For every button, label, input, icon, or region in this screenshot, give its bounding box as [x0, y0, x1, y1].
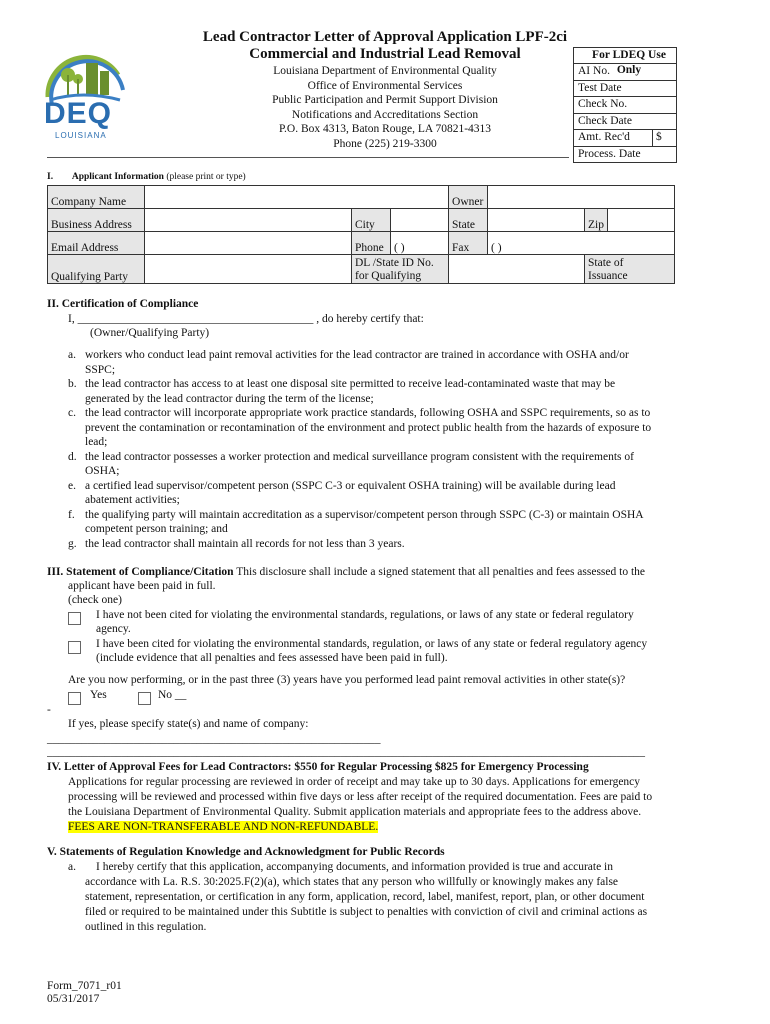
certification-item-letter: f.	[68, 508, 75, 521]
fees-text-l1: Applications for regular processing are reviewed in order of receipt and may take up to 30 days. Applications for emergency	[68, 776, 641, 788]
fees-text-l3: the Louisiana Department of Environmental Quality. Submit application materials and appropriate fees to the address above.	[68, 806, 642, 818]
phone-field[interactable]	[391, 232, 449, 255]
not-cited-text-l1: I have not been cited for violating the environmental standards, regulations, or laws of any state or federal regulatory	[96, 609, 634, 621]
state-field[interactable]	[488, 209, 585, 232]
dl-id-label	[352, 255, 449, 284]
address-line: P.O. Box 4313, Baton Rouge, LA 70821-4313	[278, 123, 492, 135]
certification-sub: (Owner/Qualifying Party)	[90, 327, 210, 339]
address-line: Louisiana Department of Environmental Quality	[273, 65, 497, 77]
specify-states-blank1[interactable]: __________________________________________________________	[47, 733, 381, 745]
section5-l3: statement, representation, or certification in any form, application, record, label, manifest, report, plan, or other document	[85, 891, 645, 903]
fax-area-code: ( )	[491, 242, 502, 254]
certification-item	[68, 406, 728, 450]
ldeq-row-ai	[574, 64, 676, 81]
email-field[interactable]	[145, 232, 352, 255]
ldeq-label: Check No.	[578, 98, 628, 110]
form-title-line2: Commercial and Industrial Lead Removal	[249, 46, 521, 62]
address-line: Public Participation and Permit Support Division	[272, 94, 498, 106]
section5-l4: filed or required to be maintained under this Subtitle is subject to penalties with conviction of civil and criminal actions as	[85, 906, 648, 918]
certification-item-line: prevent the contamination or recontamination of the environment and protect public health from the hazards of exposure to	[85, 421, 652, 434]
section3-intro2: applicant have been paid in full.	[68, 580, 216, 592]
certification-item-line: a certified lead supervisor/competent person (SSPC C-3 or equivalent OSHA training) will be available during lead	[85, 479, 616, 492]
cited-text-l1: I have been cited for violating the environmental standards, regulation, or laws of any state or federal regulatory agency	[96, 638, 648, 650]
section1-note: (please print or type)	[166, 172, 246, 182]
section5-l2: accordance with La. R.S. 30:2025.F(2)(a), which states that any person who willfully or knowingly makes any false	[85, 876, 619, 888]
specify-states-label: If yes, please specify state(s) and name of company:	[68, 718, 309, 730]
ldeq-label: Amt. Rec'd	[578, 131, 630, 143]
certification-item-line: the lead contractor will incorporate appropriate work practice standards, following OSHA and SSPC requirements, so as to	[85, 407, 651, 419]
business-address-label: Business Address	[48, 209, 145, 232]
dollar-sign: $	[652, 130, 662, 146]
yes-checkbox[interactable]	[68, 689, 81, 707]
certification-item-line: abatement activities;	[85, 494, 180, 506]
certification-item	[68, 537, 728, 552]
section1-title: Applicant Information	[71, 172, 164, 182]
certification-item	[68, 377, 728, 406]
qualifying-party-field[interactable]	[145, 255, 352, 284]
certification-item-line: OSHA;	[85, 465, 120, 477]
zip-field[interactable]	[608, 209, 675, 232]
ldeq-heading: For LDEQ Use Only	[574, 48, 676, 64]
certification-item-line: competent person training; and	[85, 523, 228, 535]
section1-number: I.	[47, 172, 54, 182]
certification-line: I, _________________________________________ , do hereby certify that:	[68, 313, 424, 325]
dl-id-field[interactable]	[449, 255, 585, 284]
section5-item-letter: a.	[68, 861, 76, 873]
certification-item-letter: e.	[68, 479, 76, 492]
ldeq-row-check-no	[574, 97, 676, 114]
certification-item-line: SSPC;	[85, 363, 116, 376]
not-cited-text-l2: agency.	[96, 623, 131, 635]
ldeq-row-check-date	[574, 114, 676, 131]
logo-text: DEQ	[44, 97, 113, 130]
other-states-question: Are you now performing, or in the past three (3) years have you performed lead paint removal activities in other state(s)?	[68, 674, 626, 686]
section5-l5: outlined in this regulation.	[85, 921, 207, 933]
ldeq-row-amount	[574, 130, 676, 147]
header-divider	[47, 157, 569, 158]
phone-label: Phone	[352, 232, 391, 255]
not-cited-checkbox[interactable]	[68, 609, 81, 627]
form-title-line1: Lead Contractor Letter of Approval Application LPF-2ci	[202, 29, 568, 45]
certification-item-line: the lead contractor possesses a worker protection and medical surveillance program consistent with the requirements of	[85, 450, 634, 463]
section3-intro-text: This disclosure shall include a signed statement that all penalties and fees assessed to the	[236, 566, 645, 578]
section1-heading	[47, 172, 246, 182]
email-label: Email Address	[48, 232, 145, 255]
ldeq-row-test-date	[574, 81, 676, 98]
issuance-label-line1: State of	[588, 257, 624, 269]
certification-item-line: the qualifying party will maintain accreditation as a supervisor/competent person through SSPC (C-3) or maintain OSHA	[85, 508, 644, 521]
fax-field[interactable]	[488, 232, 675, 255]
dl-label-line1: DL /State ID No.	[355, 257, 434, 269]
specify-states-blank2[interactable]: ________________________________________________________________________________________________________	[47, 746, 645, 758]
certification-item	[68, 508, 728, 537]
section5-l1: I hereby certify that this application, accompanying documents, and information provided is true and accurate in	[96, 861, 614, 873]
qualifying-party-label: Qualifying Party	[48, 255, 145, 284]
certification-item-line: the lead contractor has access to at least one disposal site permitted to receive lead-contaminated waste that may be	[85, 378, 616, 390]
ldeq-use-only-box	[573, 47, 677, 163]
address-line: Phone (225) 219-3300	[333, 137, 437, 150]
city-label: City	[352, 209, 391, 232]
dl-label-line2: for Qualifying	[355, 270, 422, 282]
section5-title: V. Statements of Regulation Knowledge and Acknowledgment for Public Records	[47, 846, 445, 858]
section3-intro	[47, 565, 737, 580]
address-line: Office of Environmental Services	[307, 79, 463, 92]
certification-item-letter: d.	[68, 450, 77, 463]
ldeq-label: Test Date	[578, 81, 622, 94]
certification-item-letter: g.	[68, 537, 77, 550]
certification-item-line: generated by the lead contractor during the term of the license;	[85, 392, 374, 405]
applicant-info-table	[47, 185, 675, 284]
zip-label: Zip	[585, 209, 608, 232]
fax-label: Fax	[449, 232, 488, 255]
fees-text-l2: processing will be reviewed and processed within five days or less after receipt of the required documentation. Fees are paid to	[68, 791, 653, 803]
cited-checkbox[interactable]	[68, 638, 81, 656]
section3-title: III. Statement of Compliance/Citation	[47, 566, 234, 578]
address-line: Notifications and Accreditations Section	[291, 108, 479, 121]
form-date: 05/31/2017	[47, 993, 100, 1005]
certification-item	[68, 479, 728, 508]
state-issuance-label	[585, 255, 675, 284]
owner-field[interactable]	[488, 186, 675, 209]
section2-title: II. Certification of Compliance	[47, 298, 199, 310]
business-address-field[interactable]	[145, 209, 352, 232]
owner-label: Owner	[449, 186, 488, 209]
cited-text-l2: (include evidence that all penalties and fees assessed have been paid in full).	[96, 652, 448, 664]
certification-item	[68, 348, 728, 377]
section4-title: IV. Letter of Approval Fees for Lead Contractors: $550 for Regular Processing $825 for Emergency Processing	[47, 761, 589, 773]
company-name-field[interactable]	[145, 186, 449, 209]
certification-items	[68, 348, 728, 551]
logo-subtext: LOUISIANA	[55, 131, 107, 140]
certification-item-letter: b.	[68, 378, 77, 390]
dash-mark: -	[47, 704, 51, 716]
certification-item-letter: a.	[68, 349, 76, 361]
certification-item	[68, 450, 728, 479]
phone-area-code: ( )	[394, 242, 405, 254]
ldeq-label: AI No.	[578, 65, 610, 77]
city-field[interactable]	[391, 209, 449, 232]
fees-nonrefundable	[68, 820, 378, 835]
yes-label: Yes	[90, 689, 107, 701]
issuance-label-line2: Issuance	[588, 270, 628, 282]
fees-nonrefundable-text: FEES ARE NON-TRANSFERABLE AND NON-REFUNDABLE.	[68, 821, 379, 833]
no-checkbox[interactable]	[138, 689, 151, 707]
certification-item-line: lead;	[85, 436, 108, 448]
ldeq-label: Check Date	[578, 114, 632, 127]
no-label: No __	[158, 689, 187, 701]
certification-item-line: the lead contractor shall maintain all records for not less than 3 years.	[85, 537, 405, 550]
ldeq-row-process-date	[574, 147, 676, 163]
state-label: State	[449, 209, 488, 232]
certification-item-line: workers who conduct lead paint removal activities for the lead contractor are trained in accordance with OSHA and/or	[85, 349, 629, 361]
form-number: Form_7071_r01	[47, 980, 122, 992]
check-one: (check one)	[68, 594, 122, 606]
ldeq-label: Process. Date	[578, 147, 641, 160]
company-name-label: Company Name	[48, 186, 145, 209]
certification-item-letter: c.	[68, 407, 76, 419]
